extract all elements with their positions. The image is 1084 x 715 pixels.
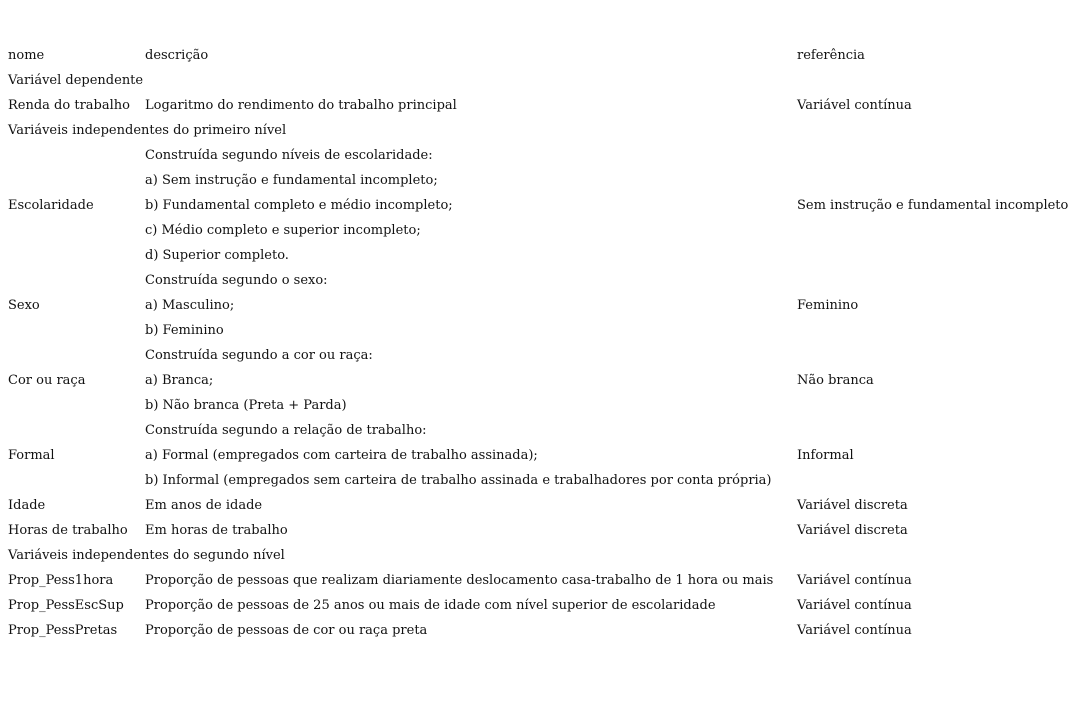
cell-reference: Variável contínua [797, 623, 912, 638]
table-row [0, 243, 1084, 268]
cell-description: Logaritmo do rendimento do trabalho principal [145, 98, 457, 113]
cell-name: Escolaridade [8, 198, 94, 213]
cell-description: b) Não branca (Preta + Parda) [145, 398, 347, 413]
cell-reference: Variável discreta [797, 498, 908, 513]
table-row [0, 293, 1084, 318]
table-row [0, 593, 1084, 618]
table-row [0, 493, 1084, 518]
cell-name: Prop_Pess1hora [8, 573, 114, 588]
section-row [0, 68, 1084, 93]
section-row [0, 118, 1084, 143]
section-label: Variáveis independentes do segundo nível [8, 548, 285, 563]
cell-description: d) Superior completo. [145, 248, 289, 263]
cell-reference: Variável contínua [797, 98, 912, 113]
table-row [0, 143, 1084, 168]
table-row [0, 418, 1084, 443]
section-label: Variável dependente [8, 73, 144, 88]
cell-name: Cor ou raça [8, 373, 86, 388]
cell-description: c) Médio completo e superior incompleto; [145, 223, 421, 238]
cell-description: a) Masculino; [145, 298, 235, 313]
cell-description: Proporção de pessoas de cor ou raça preta [145, 623, 428, 638]
section-row [0, 543, 1084, 568]
cell-description: a) Formal (empregados com carteira de trabalho assinada); [145, 448, 538, 463]
cell-description: Em anos de idade [145, 498, 263, 513]
table-row [0, 468, 1084, 493]
cell-description: Proporção de pessoas de 25 anos ou mais de idade com nível superior de escolaridade [145, 598, 716, 613]
cell-name: Prop_PessPretas [8, 623, 118, 638]
cell-name: Formal [8, 448, 55, 463]
cell-reference: Não branca [797, 373, 874, 388]
header-description: descrição [145, 48, 209, 63]
cell-reference: Variável contínua [797, 598, 912, 613]
table-row [0, 218, 1084, 243]
cell-description: Em horas de trabalho [145, 523, 288, 538]
table-row [0, 443, 1084, 468]
cell-name: Horas de trabalho [8, 523, 128, 538]
cell-name: Prop_PessEscSup [8, 598, 124, 613]
table-row [0, 268, 1084, 293]
section-label: Variáveis independentes do primeiro nível [8, 123, 287, 138]
cell-name: Idade [8, 498, 46, 513]
cell-name: Sexo [8, 298, 40, 313]
table-header-row [0, 43, 1084, 68]
table-row [0, 343, 1084, 368]
table-row [0, 168, 1084, 193]
cell-description: Construída segundo níveis de escolaridade: [145, 148, 433, 163]
cell-reference: Variável contínua [797, 573, 912, 588]
table-row [0, 318, 1084, 343]
table-row [0, 568, 1084, 593]
table-row [0, 193, 1084, 218]
table-row [0, 618, 1084, 643]
cell-reference: Sem instrução e fundamental incompleto [797, 198, 1069, 213]
cell-reference: Informal [797, 448, 854, 463]
table-row [0, 393, 1084, 418]
table-row [0, 93, 1084, 118]
header-reference: referência [797, 48, 865, 63]
cell-reference: Feminino [797, 298, 859, 313]
cell-description: a) Branca; [145, 373, 214, 388]
cell-description: b) Feminino [145, 323, 224, 338]
cell-description: b) Fundamental completo e médio incompleto; [145, 198, 453, 213]
cell-name: Renda do trabalho [8, 98, 130, 113]
cell-reference: Variável discreta [797, 523, 908, 538]
cell-description: b) Informal (empregados sem carteira de trabalho assinada e trabalhadores por conta própria) [145, 473, 772, 488]
table-row [0, 518, 1084, 543]
cell-description: Proporção de pessoas que realizam diariamente deslocamento casa-trabalho de 1 hora ou mais [145, 573, 774, 588]
variables-table [0, 43, 1084, 643]
table-row [0, 368, 1084, 393]
cell-description: Construída segundo a relação de trabalho: [145, 423, 427, 438]
header-name: nome [8, 48, 45, 63]
cell-description: Construída segundo a cor ou raça: [145, 348, 373, 363]
cell-description: a) Sem instrução e fundamental incompleto; [145, 173, 438, 188]
cell-description: Construída segundo o sexo: [145, 273, 328, 288]
